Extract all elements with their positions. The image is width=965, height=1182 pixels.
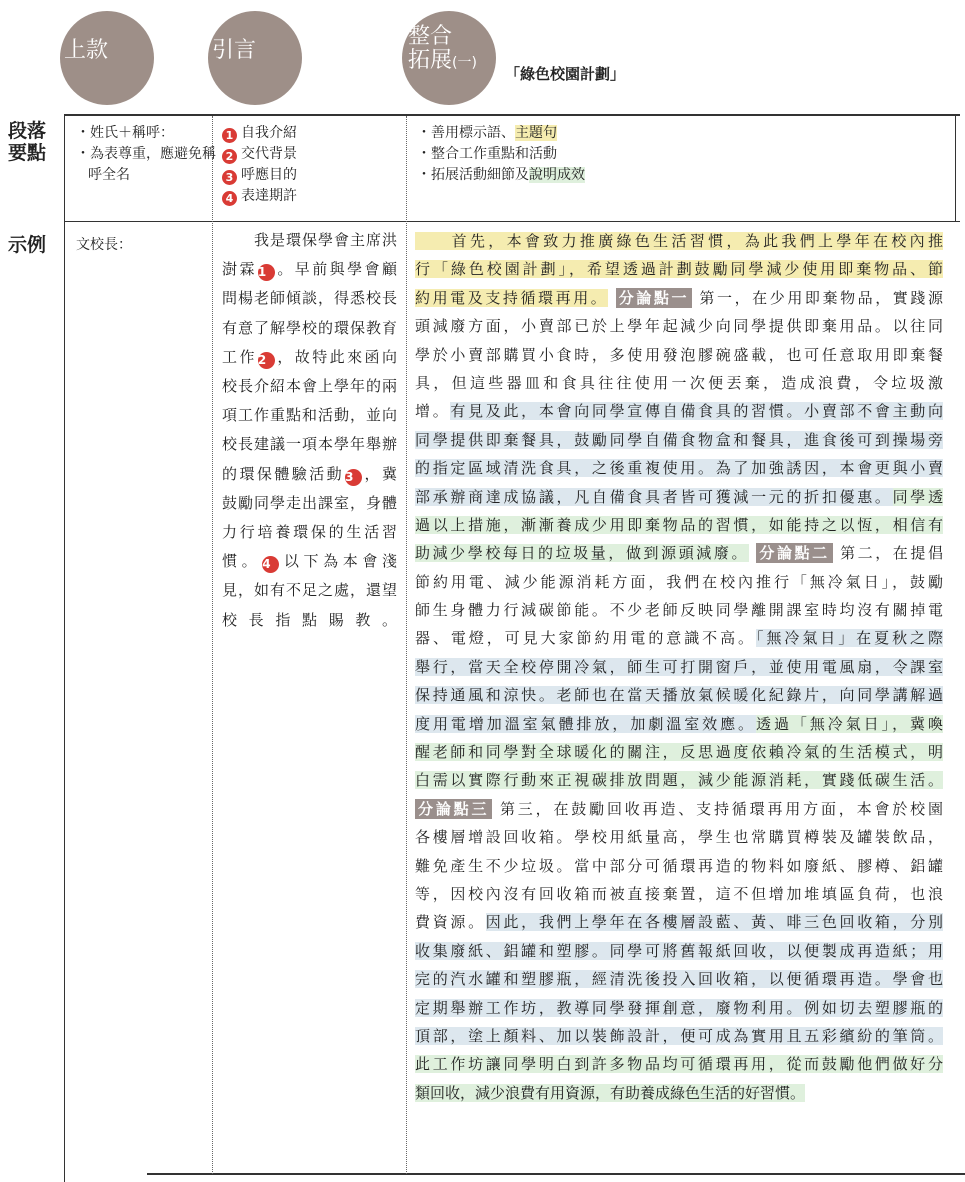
column-divider xyxy=(212,116,213,1174)
example-introduction: 我是環保學會主席洪澍霖1 。早前與學會顧問楊老師傾談，得悉校長有意了解學校的環保教育工作2 ，故特此來函向校長介紹本會上學年的兩項工作重點和活動，並向校長建議一項本學年舉辦的環保體驗活動3 ，冀鼓勵同學走出課室，身體力行培養環保的生活習慣。4 以下為本會淺見，如有不足之處，還望校長指點賜教。 xyxy=(222,231,399,629)
column-divider xyxy=(406,116,407,1174)
circle-label: 引言 xyxy=(212,38,257,63)
number-2-icon: 2 xyxy=(258,352,275,369)
sub-point-tag-2: 分論點二 xyxy=(756,543,832,563)
number-1-icon: 1 xyxy=(258,264,275,281)
row-label-example: 示例 xyxy=(8,234,47,256)
number-4-icon: 4 xyxy=(262,556,279,573)
points-salutation: ・姓氏＋稱呼： ・為表尊重，應避免稱呼全名 xyxy=(76,125,216,183)
number-3-icon: 3 xyxy=(345,469,362,486)
number-3-icon: 3 xyxy=(222,170,237,185)
table-left-border xyxy=(64,114,65,1182)
number-4-icon: 4 xyxy=(222,191,237,206)
section-circle-integration xyxy=(402,11,496,105)
points-integration: ・善用標示語、主題句 ・整合工作重點和活動 ・拓展活動細節及說明成效 xyxy=(417,125,585,183)
topic-title: 「綠色校園計劃」 xyxy=(505,65,626,83)
example-body-paragraph: 首先，本會致力推廣綠色生活習慣，為此我們上學年在校內推 行「綠色校園計劃」，希望透過計劃鼓勵同學減少使用即棄物品、節 約用電及支持循環再用。 分論點一 第一，在少用即棄物品，實踐源 頭減廢方面，小賣部已於上學年起減少向同學提供即棄用品。以往同 學於小賣部購買小食時，多使用發泡膠碗盛載，也可任意取用即棄餐 具，但這些器皿和食具往往使用一次便丟棄，造成浪費，令垃圾激 增。有見及此，本會向同學宣傳自備食具的習慣。小賣部不會主動向 同學提供即棄餐具，鼓勵同學自備食物盒和餐具，進食後可到操場旁 的指定區域清洗食具，之後重複使用。為了加強誘因，本會更與小賣 部承辦商達成協議，凡自備食具者皆可獲減一元的折扣優惠。同學透 過以上措施，漸漸養成少用即棄物品的習慣，如能持之以恆，相信有 助減少學校每日的垃圾量，做到源頭減廢。 分論點二 第二，在提倡 節約用電、減少能源消耗方面，我們在校內推行「無冷氣日」，鼓勵 師生身體力行減碳節能。不少老師反映同學離開課室時均沒有關掉電 器、電燈，可見大家節約用電的意識不高。「無冷氣日」在夏秋之際 舉行，當天全校停開冷氣，師生可打開窗戶，並使用電風扇，令課室 保持通風和涼快。老師也在當天播放氣候暖化紀錄片，向同學講解過 度用電增加溫室氣體排放，加劇溫室效應。透過「無冷氣日」，冀喚 醒老師和同學對全球暖化的關注，反思過度依賴冷氣的生活模式，明 白需以實際行動來正視碳排放問題，減少能源消耗，實踐低碳生活。 分論點三 第三，在鼓勵回收再造、支持循環再用方面，本會於校園 各樓層增設回收箱。學校用紙量高，學生也常購買樽裝及罐裝飲品， 難免產生不少垃圾。當中部分可循環再造的物料如廢紙、膠樽、鋁罐 等，因校內沒有回收箱而被直接棄置，這不但增加堆填區負荷，也浪 費資源。因此，我們上學年在各樓層設藍、黃、啡三色回收箱，分別 收集廢紙、鋁罐和塑膠。同學可將舊報紙回收，以便製成再造紙；用 完的汽水罐和塑膠瓶，經清洗後投入回收箱，以便循環再造。學會也 定期舉辦工作坊，教導同學發揮創意，廢物利用。例如切去塑膠瓶的 頂部，塗上顏料、加以裝飾設計，便可成為實用且五彩繽紛的筆筒。 此工作坊讓同學明白到許多物品均可循環再用，從而鼓勵他們做好分 類回收，減少浪費有用資源，有助養成綠色生活的好習慣。 xyxy=(415,232,943,1102)
sub-point-tag-1: 分論點一 xyxy=(616,288,692,308)
circle-label: 上款 xyxy=(64,38,109,63)
number-2-icon: 2 xyxy=(222,149,237,164)
table-middle-rule xyxy=(64,221,960,222)
section-circle-salutation xyxy=(60,11,154,105)
table-bottom-rule xyxy=(147,1173,965,1175)
number-1-icon: 1 xyxy=(222,128,237,143)
section-circle-introduction xyxy=(208,11,302,105)
example-addressee: 文校長： xyxy=(76,237,132,253)
circle-label-line1: 整合 xyxy=(408,24,453,49)
circle-label-line2: 拓展(一) xyxy=(408,48,477,73)
table-top-rule xyxy=(64,114,960,116)
points-introduction: 1 自我介紹 2 交代背景 3 呼應目的 4 表達期許 xyxy=(222,123,402,207)
sub-point-tag-3: 分論點三 xyxy=(415,799,492,819)
row-label-points: 段落 要點 xyxy=(8,120,47,164)
